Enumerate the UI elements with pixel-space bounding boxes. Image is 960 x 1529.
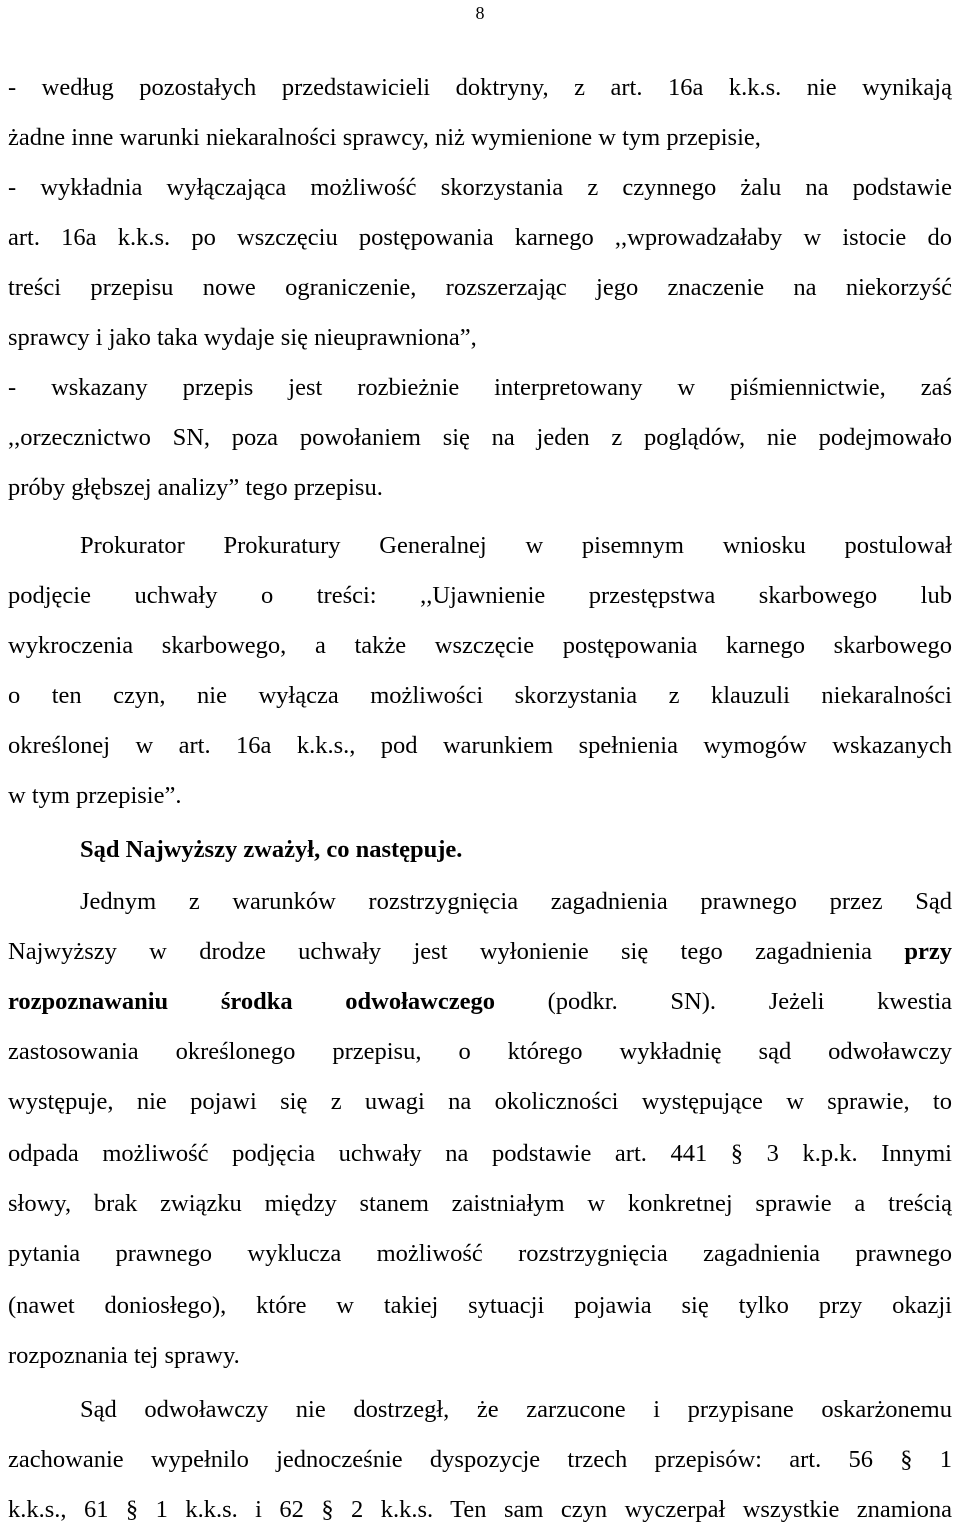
line-text: (nawet doniosłego), które w takiej sytuacji pojawia się tylko przy okazji [8,1292,952,1319]
text-line [8,1290,952,1322]
line-text: pytania prawnego wyklucza możliwość rozstrzygnięcia zagadnienia prawnego [8,1240,952,1267]
text-line [8,172,952,204]
line-text: Prokurator Prokuratury Generalnej w pisemnym wniosku postulował [80,532,952,559]
text-line [8,372,952,404]
text-line [8,530,952,562]
line-text: - według pozostałych przedstawicieli doktryny, z art. 16a k.k.s. nie wynikają [8,74,952,101]
line-text: treści przepisu nowe ograniczenie, rozszerzając jego znaczenie na niekorzyść [8,274,952,301]
text-line [8,1188,952,1220]
bold-text: rozpoznawaniu środka odwoławczego [8,988,495,1015]
line-text: wykroczenia skarbowego, a także wszczęcie postępowania karnego skarbowego [8,632,952,659]
line-text: zachowanie wypełnilo jednocześnie dyspozycje trzech przepisów: art. 56 § 1 [8,1446,952,1473]
line-text: Sąd odwoławczy nie dostrzegł, że zarzucone i przypisane oskarżonemu [80,1396,952,1423]
line-text: występuje, nie pojawi się z uwagi na okoliczności występujące w sprawie, to [8,1088,952,1115]
text-line [8,1036,952,1068]
line-text: żadne inne warunki niekaralności sprawcy, niż wymienione w tym przepisie, [8,124,761,151]
line-text: o ten czyn, nie wyłącza możliwości skorzystania z klauzuli niekaralności [8,682,952,709]
text-line [8,222,952,254]
line-text: art. 16a k.k.s. po wszczęciu postępowania karnego ,,wprowadzałaby w istocie do [8,224,952,251]
text-line [8,1394,952,1426]
text-line [8,122,952,154]
line-text: (podkr. SN). Jeżeli kwestia [494,988,952,1015]
line-text: podjęcie uchwały o treści: ,,Ujawnienie przestępstwa skarbowego lub [8,582,952,609]
text-line [8,1238,952,1270]
section-heading [8,834,952,866]
text-line [8,272,952,304]
bold-text: przy [904,938,952,965]
text-line [8,72,952,104]
text-line [8,730,952,762]
text-line [8,472,952,504]
line-text: rozpoznania tej sprawy. [8,1342,240,1369]
line-text: określonej w art. 16a k.k.s., pod warunkiem spełnienia wymogów wskazanych [8,732,952,759]
line-text: Jednym z warunków rozstrzygnięcia zagadnienia prawnego przez Sąd [80,888,952,915]
text-line [8,630,952,662]
line-text: odpada możliwość podjęcia uchwały na podstawie art. 441 § 3 k.p.k. Innymi [8,1140,952,1167]
line-text: k.k.s., 61 § 1 k.k.s. i 62 § 2 k.k.s. Ten sam czyn wyczerpał wszystkie znamiona [8,1496,952,1523]
line-text: słowy, brak związku między stanem zaistniałym w konkretnej sprawie a treścią [8,1190,952,1217]
text-line [8,1138,952,1170]
line-text: - wykładnia wyłączająca możliwość skorzystania z czynnego żalu na podstawie [8,174,952,201]
text-line [8,680,952,712]
text-line [8,580,952,612]
text-line [8,1340,952,1372]
text-line [8,780,952,812]
line-text: Sąd Najwyższy zważył, co następuje. [80,836,463,863]
line-text: Najwyższy w drodze uchwały jest wyłonienie się tego zagadnienia [8,938,873,965]
text-line [8,986,952,1018]
text-line [8,936,952,968]
text-line [8,1444,952,1476]
line-text: próby głębszej analizy” tego przepisu. [8,474,383,501]
text-line [8,1086,952,1118]
line-text: sprawcy i jako taka wydaje się nieuprawniona”, [8,324,477,351]
text-line [8,322,952,354]
line-text: ,,orzecznictwo SN, poza powołaniem się na jeden z poglądów, nie podejmowało [8,424,952,451]
text-line [8,422,952,454]
line-text: - wskazany przepis jest rozbieżnie interpretowany w piśmiennictwie, zaś [8,374,952,401]
page-number: 8 [475,3,485,23]
text-line [8,1494,952,1526]
line-text: w tym przepisie”. [8,782,182,809]
line-text: zastosowania określonego przepisu, o którego wykładnię sąd odwoławczy [8,1038,952,1065]
text-line [8,886,952,918]
